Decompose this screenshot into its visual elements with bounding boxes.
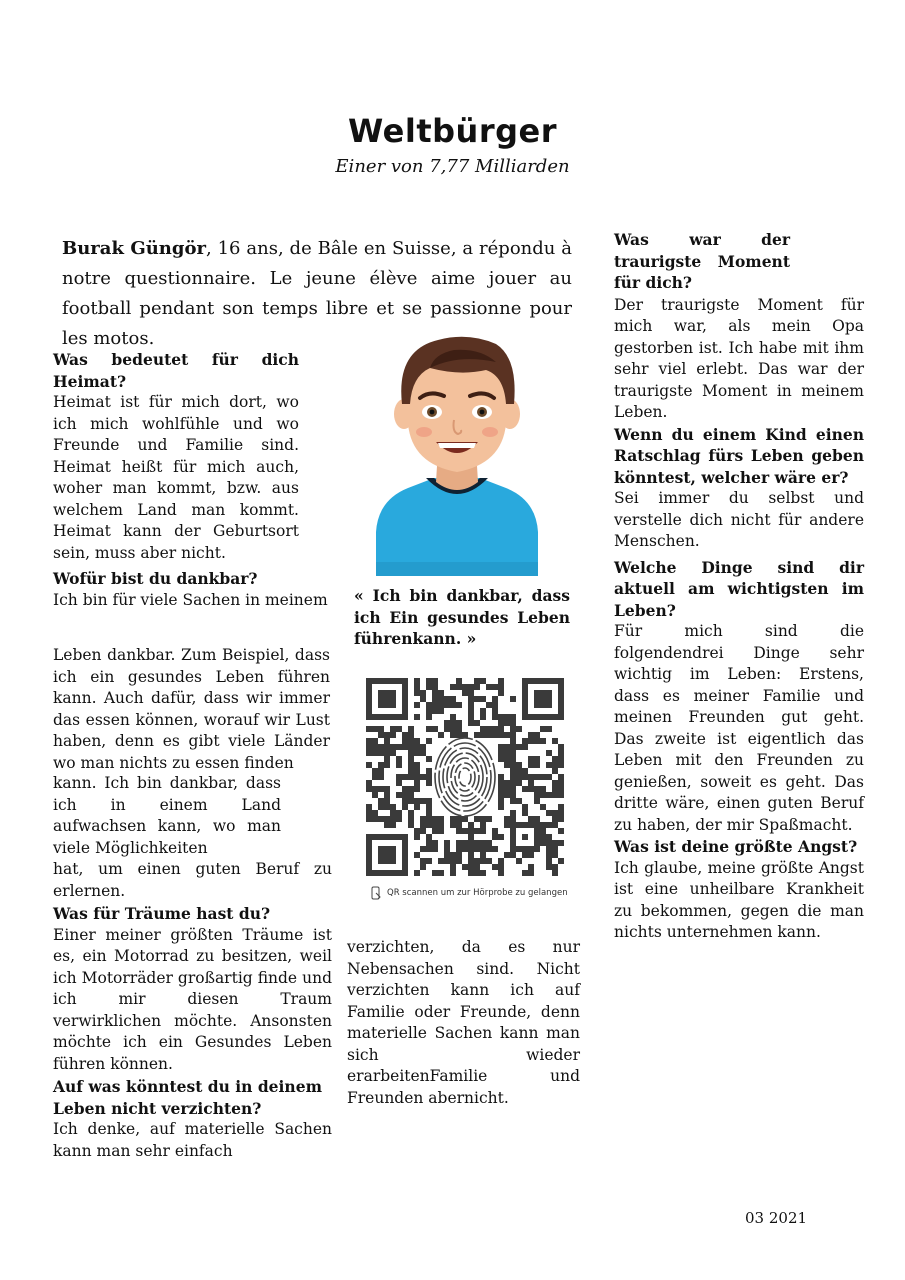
qr-code[interactable]	[366, 678, 564, 876]
page-subtitle: Einer von 7,77 Milliarden	[335, 156, 570, 177]
answer-verzichten-part1: Ich denke, auf materielle Sachen kann man sehr einfach	[53, 1120, 332, 1160]
question-verzichten: Auf was könntest du in deinem Leben nicht verzichten?	[53, 1077, 322, 1118]
middle-column-continuation	[347, 937, 580, 1109]
question-heimat: Was bedeutet für dich Heimat?	[53, 350, 299, 391]
question-ratschlag: Wenn du einem Kind einen Ratschlag fürs Leben geben könntest, welcher wäre er?	[614, 424, 864, 487]
interviewee-name: Burak Güngör	[62, 238, 206, 259]
page-title: Weltbürger	[348, 112, 557, 150]
answer-groesste-angst: Ich glaube, meine größte Angst ist eine unheilbare Krankheit zu bekommen, gegen die man nichts unternehmen kann.	[614, 858, 864, 941]
pull-quote: « Ich bin dankbar, dass ich Ein gesundes Leben führenkann. »	[354, 586, 570, 648]
phone-scan-icon	[370, 886, 382, 900]
answer-dankbar-part3: kann. Ich bin dankbar, dass ich in einem Land aufwachsen kann, wo man viele Möglichkeiten	[53, 774, 281, 857]
left-column-top	[53, 349, 328, 611]
answer-traeume: Einer meiner größten Träume ist es, ein Motorrad zu besitzen, weil ich Motorräder großartig finde und ich mir diesen Traum verwirklichen möchte. Ansonsten möchte ich ein Gesundes Leben führen können.	[53, 925, 332, 1073]
answer-dankbar-part1: Ich bin für viele Sachen in meinem	[53, 590, 328, 609]
left-column-middle	[53, 645, 330, 774]
question-dankbar: Wofür bist du dankbar?	[53, 569, 258, 588]
issue-date: 03 2021	[745, 1209, 808, 1227]
question-groesste-angst: Was ist deine größte Angst?	[614, 837, 858, 856]
answer-heimat: Heimat ist für mich dort, wo ich mich wohlfühle und wo Freunde und Familie sind. Heimat heißt für mich auch, woher man kommt, bzw. aus welchem Land man kommt. Heimat kann der Geburtsort sein, muss aber nicht.	[53, 393, 299, 562]
intro-text: , 16 ans, de Bâle en Suisse, a répondu à notre questionnaire. Le jeune élève aime jouer au football pendant son temps libre et se passionne pour les motos.	[62, 238, 572, 349]
qr-caption	[370, 886, 570, 900]
left-column-middle-narrow	[53, 773, 281, 859]
boy-avatar-illustration	[368, 332, 546, 576]
question-traeume: Was für Träume hast du?	[53, 904, 271, 923]
answer-dankbar-part2: Leben dankbar. Zum Beispiel, dass ich ein gesundes Leben führen kann. Auch dafür, dass wir immer das essen können, worauf wir Lust haben, denn es gibt viele Länder wo man nichts zu essen finden	[53, 646, 330, 772]
qr-caption-text: QR scannen um zur Hörprobe zu gelangen	[387, 888, 568, 898]
fingerprint-icon	[435, 738, 495, 816]
answer-wichtigste-dinge: Für mich sind die folgendendrei Dinge sehr wichtig im Leben: Erstens, dass es meiner Familie und meinen Freunden gut geht. Das zweite ist eigentlich das Leben mit den Freunden zu genießen, soweit es geht. Das dritte wäre, einen guten Beruf zu haben, der mir Spaßmacht.	[614, 622, 864, 834]
answer-traurigste-moment: Der traurigste Moment für mich war, als mein Opa gestorben ist. Ich habe mit ihm sehr viel erlebt. Das war der traurigste Moment in meinem Leben.	[614, 295, 864, 421]
answer-ratschlag: Sei immer du selbst und verstelle dich nicht für andere Menschen.	[614, 489, 864, 550]
answer-dankbar-part4: hat, um einen guten Beruf zu erlernen.	[53, 860, 332, 900]
question-wichtigste-dinge: Welche Dinge sind dir aktuell am wichtigsten im Leben?	[614, 557, 864, 620]
left-column-lower	[53, 859, 332, 1162]
right-column	[614, 229, 864, 944]
answer-verzichten-part2: verzichten, da es nur Nebensachen sind. Nicht verzichten kann ich auf Familie oder Freunde, denn materielle Sachen kann man sich wieder erarbeitenFamilie und Freunden abernicht.	[347, 938, 580, 1107]
question-traurigste-moment: Was war der traurigste Moment für dich?	[614, 230, 790, 292]
